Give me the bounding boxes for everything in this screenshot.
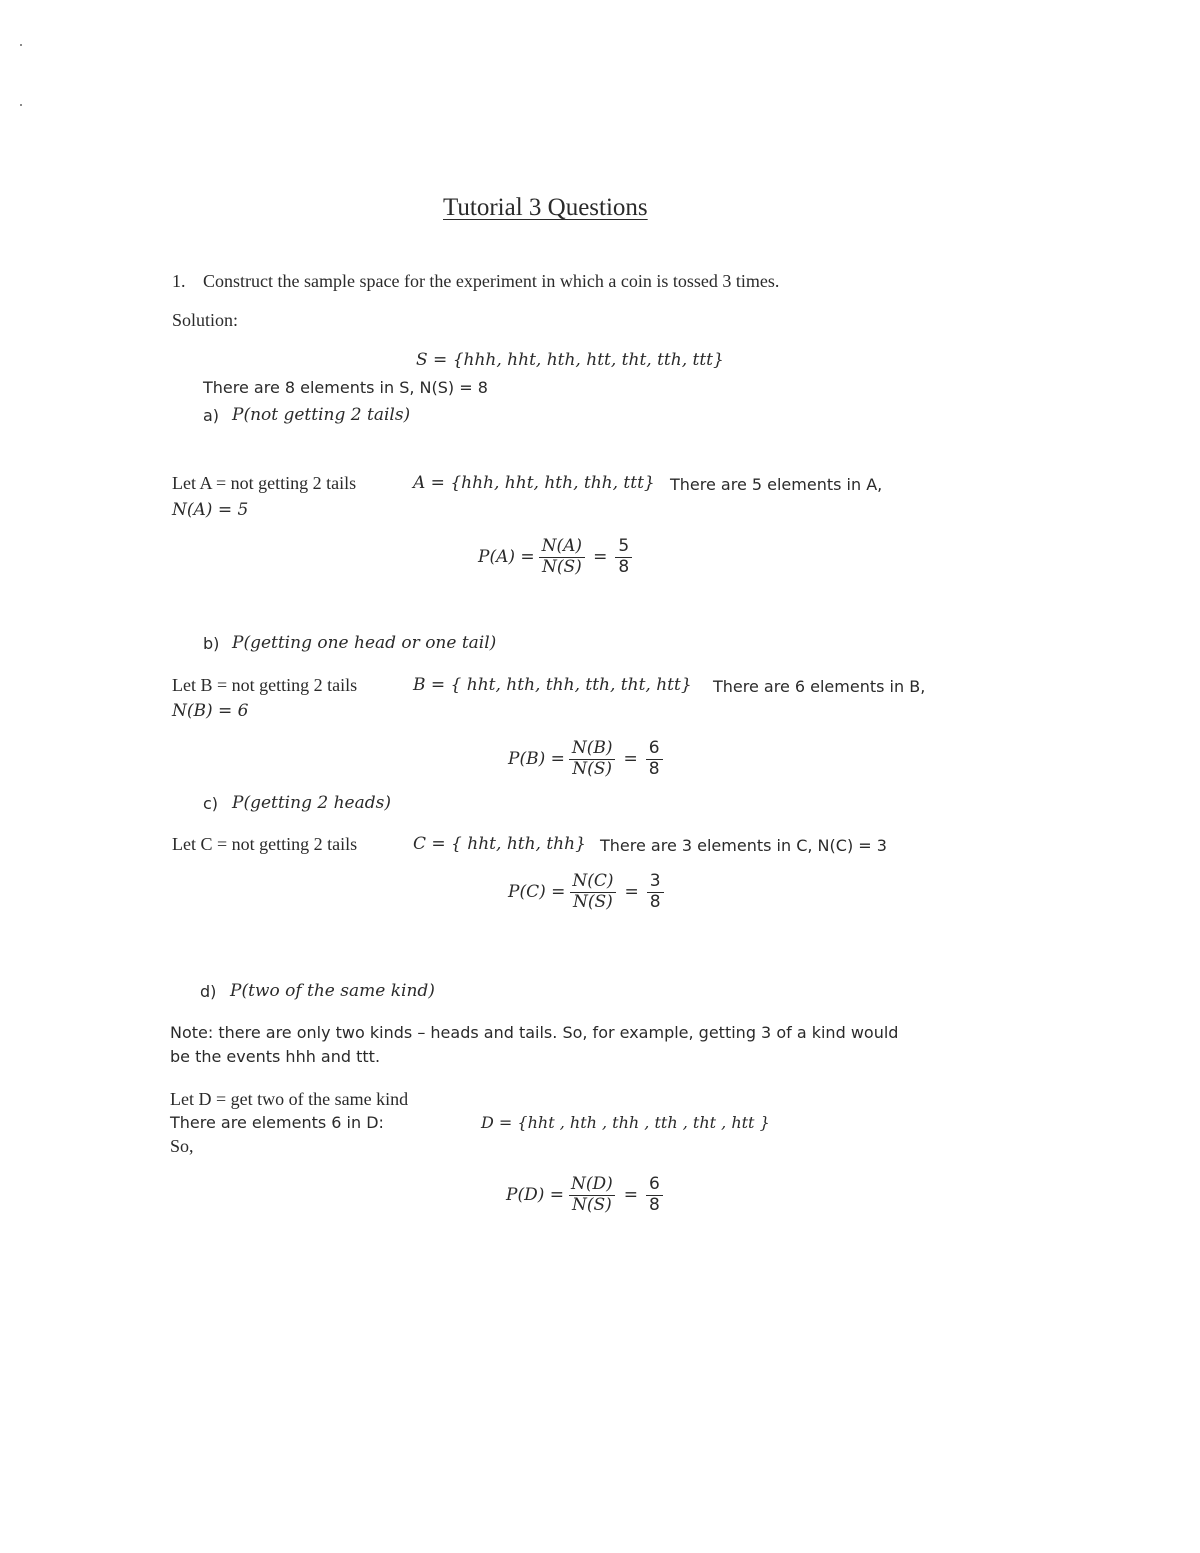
part-d-count: There are elements 6 in D: [170, 1113, 384, 1132]
part-d-fraction [568, 1176, 616, 1215]
part-c-result [647, 873, 664, 912]
page-title: Tutorial 3 Questions [443, 194, 648, 221]
part-a-count: There are 5 elements in A, [670, 475, 883, 494]
part-c-label: c) [203, 794, 219, 813]
part-d-note-line1: Note: there are only two kinds – heads and tails. So, for example, getting 3 of a kind would [170, 1023, 899, 1042]
part-c-equation: P(C) = $\frac{N(C)}{N(S)}$ = $\frac{3}{8}$ [508, 873, 668, 912]
scan-speck [20, 44, 22, 46]
part-b-result [646, 740, 663, 779]
part-a-result [615, 538, 632, 577]
part-d-label: d) [200, 982, 217, 1001]
part-a-label: a) [203, 406, 220, 425]
part-d-lhs: P(D) = [506, 1185, 564, 1206]
part-b-n: N(B) = 6 [172, 701, 249, 721]
part-c-let: Let C = not getting 2 tails [172, 834, 358, 854]
part-a-prob: P(not getting 2 tails) [232, 405, 411, 425]
part-c-prob: P(getting 2 heads) [232, 793, 391, 813]
elements-in-s: There are 8 elements in S, N(S) = 8 [203, 378, 488, 397]
part-b-rnum: 6 [648, 738, 660, 758]
part-c-set: C = { hht, hth, thh} [413, 834, 586, 854]
part-a-rden: 8 [615, 557, 632, 577]
part-c-num: N(C) [572, 871, 614, 891]
scan-speck [20, 104, 22, 106]
part-d-set: D = {hht , hth , thh , tth , tht , htt } [481, 1113, 770, 1132]
part-d-num: N(D) [570, 1174, 613, 1194]
part-d-let: Let D = get two of the same kind [170, 1089, 409, 1109]
part-b-fraction [569, 740, 616, 779]
part-b-count: There are 6 elements in B, [713, 677, 926, 696]
part-d-den: N(S) [569, 1195, 615, 1215]
part-a-den: N(S) [539, 557, 585, 577]
part-b-den: N(S) [569, 759, 615, 779]
part-d-note-line2: be the events hhh and ttt. [170, 1047, 381, 1066]
part-d-prob: P(two of the same kind) [230, 981, 435, 1001]
part-a-num: N(A) [541, 536, 583, 556]
part-c-den: N(S) [570, 892, 616, 912]
part-d-equation: P(D) = $\frac{N(D)}{N(S)}$ = $\frac{6}{8}$ [506, 1176, 667, 1215]
part-a-rnum: 5 [618, 536, 630, 556]
part-b-equation: P(B) = $\frac{N(B)}{N(S)}$ = $\frac{6}{8}$ [508, 740, 667, 779]
part-b-lhs: P(B) = [508, 749, 565, 770]
part-a-let: Let A = not getting 2 tails [172, 473, 357, 493]
part-c-lhs: P(C) = [508, 882, 566, 903]
part-a-equation: P(A) = $\frac{N(A)}{N(S)}$ = $\frac{5}{8}$ [478, 538, 636, 577]
part-b-rden: 8 [646, 759, 663, 779]
part-a-lhs: P(A) = [478, 547, 535, 568]
part-c-rden: 8 [647, 892, 664, 912]
solution-label: Solution: [172, 310, 239, 330]
part-b-let: Let B = not getting 2 tails [172, 675, 358, 695]
part-d-rnum: 6 [649, 1174, 660, 1194]
part-a-n: N(A) = 5 [172, 500, 249, 520]
part-a-fraction [539, 538, 585, 577]
sample-space: S = {hhh, hht, hth, htt, tht, tth, ttt} [416, 350, 724, 370]
part-b-num: N(B) [571, 738, 613, 758]
question-number: 1. [172, 271, 186, 291]
part-c-rnum: 3 [649, 871, 661, 891]
question-text: Construct the sample space for the experiment in which a coin is tossed 3 times. [203, 271, 780, 291]
part-c-fraction [569, 873, 616, 912]
part-b-label: b) [203, 634, 220, 653]
part-d-result [646, 1176, 663, 1215]
part-b-prob: P(getting one head or one tail) [232, 633, 497, 653]
part-a-set: A = {hhh, hht, hth, thh, ttt} [413, 473, 655, 493]
part-d-rden: 8 [646, 1195, 663, 1215]
part-d-so: So, [170, 1136, 194, 1156]
part-c-count: There are 3 elements in C, N(C) = 3 [600, 836, 887, 855]
part-b-set: B = { hht, hth, thh, tth, tht, htt} [413, 675, 692, 695]
